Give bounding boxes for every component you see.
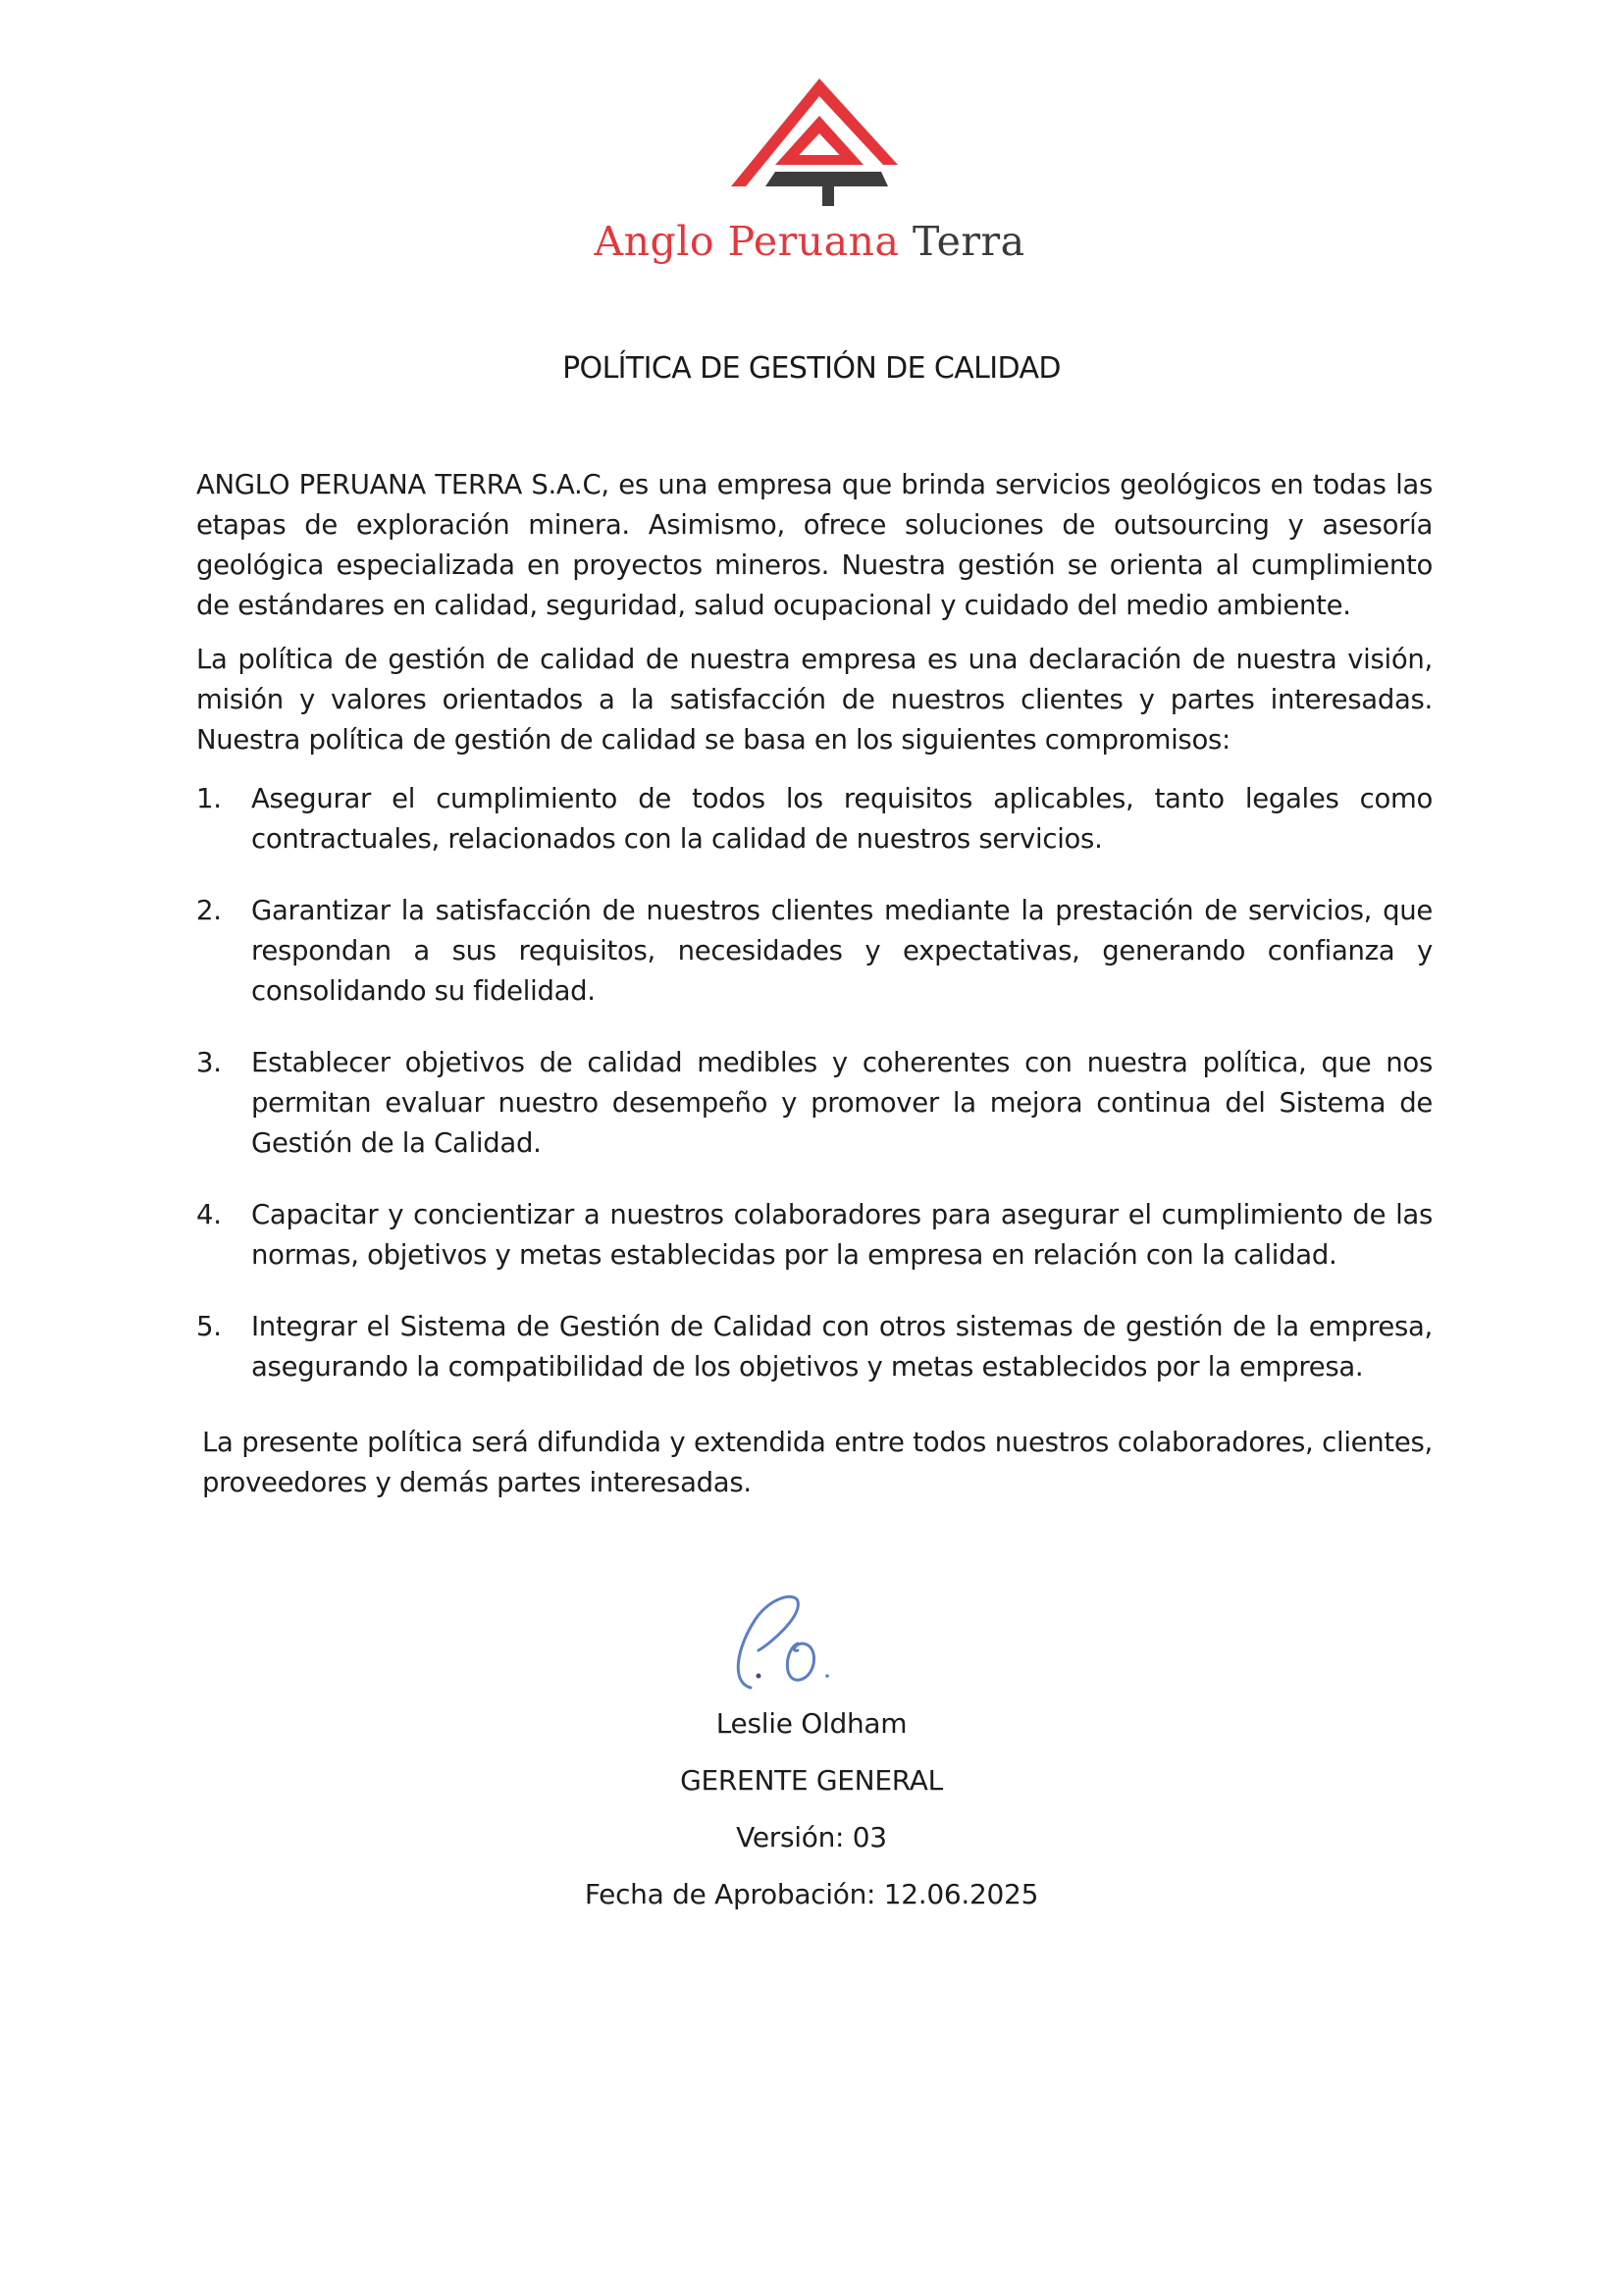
commitment-item	[196, 1195, 1433, 1276]
commitment-item	[196, 891, 1433, 1012]
commitment-number: 3.	[196, 1047, 222, 1078]
handwritten-signature	[721, 1590, 849, 1697]
commitment-text: Establecer objetivos de calidad medibles y coherentes con nuestra política, que nos permitan evaluar nuestro desempeño y promover la mejora continua del Sistema de Gestión de la Calidad.	[251, 1047, 1433, 1159]
logo-wordmark	[579, 218, 1040, 265]
closing-paragraph: La presente política será difundida y extendida entre todos nuestros colaboradores, clientes, proveedores y demás partes interesadas.	[202, 1427, 1433, 1498]
policy-paragraph: La política de gestión de calidad de nuestra empresa es una declaración de nuestra visión, misión y valores orientados a la satisfacción de nuestros clientes y partes interesadas. Nuestra política de gestión de calidad se basa en los siguientes compromisos:	[196, 644, 1433, 756]
commitments-list	[196, 779, 1433, 1419]
logo-triangle-icon	[726, 78, 913, 206]
logo-name-red: Anglo Peruana	[594, 218, 900, 265]
logo-name-dark: Terra	[912, 218, 1025, 265]
commitment-number: 1.	[196, 783, 222, 814]
approval-date: Fecha de Aprobación: 12.06.2025	[584, 1878, 1039, 1910]
commitment-number: 5.	[196, 1311, 222, 1342]
commitment-item	[196, 779, 1433, 860]
logo-a-crossbar	[780, 155, 852, 165]
logo-t-bar	[765, 172, 888, 186]
signer-role: GERENTE GENERAL	[680, 1764, 943, 1797]
document-title: POLÍTICA DE GESTIÓN DE CALIDAD	[562, 351, 1061, 386]
commitment-number: 2.	[196, 895, 222, 926]
logo-t-stem	[822, 184, 834, 206]
commitment-number: 4.	[196, 1199, 222, 1230]
commitment-text: Garantizar la satisfacción de nuestros clientes mediante la prestación de servicios, que respondan a sus requisitos, necesidades y expectativas, generando confianza y consolidando su fidelidad.	[251, 895, 1433, 1007]
document-version: Versión: 03	[736, 1821, 887, 1853]
commitment-text: Integrar el Sistema de Gestión de Calidad con otros sistemas de gestión de la empresa, asegurando la compatibilidad de los objetivos y metas establecidos por la empresa.	[251, 1311, 1433, 1383]
commitment-item	[196, 1307, 1433, 1387]
commitment-item	[196, 1043, 1433, 1164]
signer-name: Leslie Oldham	[715, 1707, 908, 1740]
intro-paragraph: ANGLO PERUANA TERRA S.A.C, es una empresa que brinda servicios geológicos en todas las etapas de exploración minera. Asimismo, ofrece soluciones de outsourcing y asesoría geológica especializada en proyectos mineros. Nuestra gestión se orienta al cumplimiento de estándares en calidad, seguridad, salud ocupacional y cuidado del medio ambiente.	[196, 469, 1433, 621]
company-logo	[550, 78, 1060, 275]
commitment-text: Capacitar y concientizar a nuestros colaboradores para asegurar el cumplimiento de las normas, objetivos y metas establecidas por la empresa en relación con la calidad.	[251, 1199, 1433, 1271]
commitment-text: Asegurar el cumplimiento de todos los requisitos aplicables, tanto legales como contractuales, relacionados con la calidad de nuestros servicios.	[251, 783, 1433, 855]
